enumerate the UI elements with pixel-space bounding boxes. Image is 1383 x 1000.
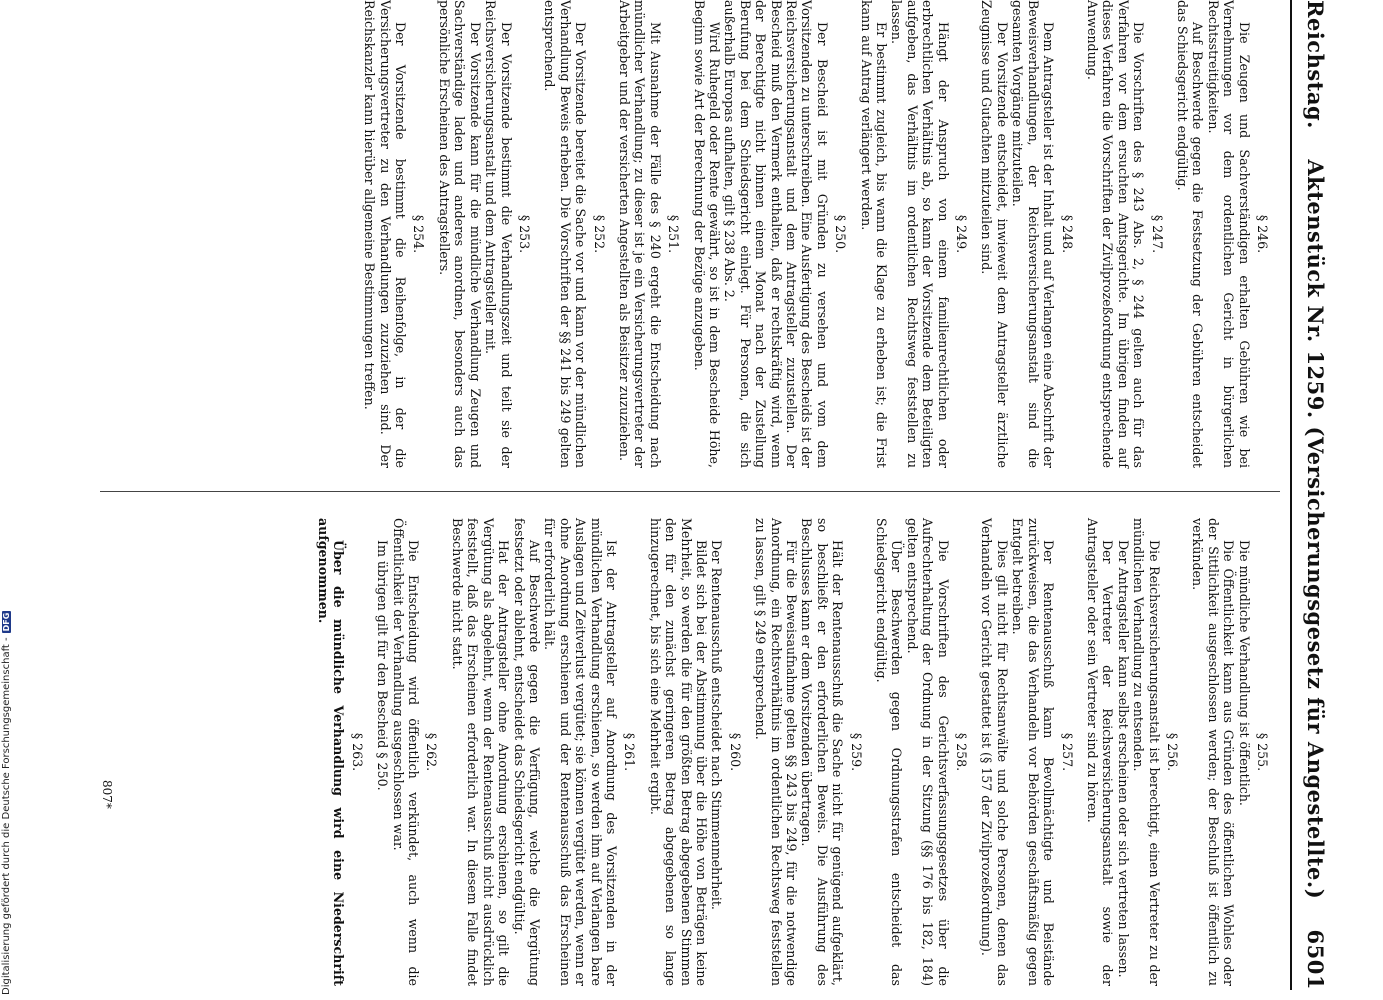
digitization-credit-text: Digitalisierung gefördert durch die Deutsche Forschungsgemeinschaft - <box>1 637 12 995</box>
paragraph: Die Öffentlichkeit kann aus Gründen des öffentlichen Wohles oder der Sittlichkeit ausgeschlossen werden; der Beschluß ist öffentlich zu verkünden. <box>1190 518 1237 986</box>
paragraph: Bildet sich bei der Abstimmung über die Höhe von Beträgen keine Mehrheit, so werden die für den größten Betrag abgegebenen Stimmen den für den zunächst geringeren Betrag abgegebenen so lange hinzugerechnet, bis sich eine Mehrheit ergibt. <box>647 518 709 986</box>
paragraph: Dies gilt nicht für Rechtsanwälte und solche Personen, denen das Verhandeln vor Gericht gestattet ist (§ 157 der Zivilprozeßordnung). <box>979 518 1010 986</box>
section-heading: § 255. <box>1255 732 1270 772</box>
paragraph: Der Vorsitzende kann für die mündliche Verhandlung Zeugen und Sachverständige laden und anderes anordnen, besonders auch das persönliche Erscheinen des Antragstellers. <box>436 0 483 468</box>
section-heading: § 246. <box>1255 214 1270 254</box>
paragraph: Der Antragsteller kann selbst erscheinen oder sich vertreten lassen. <box>1115 540 1131 978</box>
paragraph: Dem Antragsteller ist der Inhalt und auf Verlangen eine Abschrift der Beweisverhandlungen, der Reichsversicherungsanstalt sind die gesamten Vorgänge mitzuteilen. <box>1010 0 1057 468</box>
paragraph: Mit Ausnahme der Fälle des § 240 ergeht die Entscheidung nach mündlicher Verhandlung; zu dieser ist je ein Versicherungsvertreter der Arbeitgeber und der versicherten Angestellten als Beisitzer zuzuziehen. <box>616 0 663 468</box>
rotated-document <box>90 0 1336 990</box>
section-heading: § 263. <box>349 732 365 772</box>
right-column <box>316 518 1280 986</box>
section-heading: § 247. <box>1149 214 1165 254</box>
section-heading: § 253. <box>516 214 532 254</box>
paragraph: Er bestimmt zugleich, bis wann die Klage zu erheben ist; die Frist kann auf Antrag verlängert werden. <box>858 0 890 468</box>
section-heading: § 261. <box>622 732 638 772</box>
paragraph: Die Zeugen und Sachverständigen erhalten Gebühren wie bei Vernehmungen vor dem ordentlichen Gericht in bürgerlichen Rechtsstreitigkeiten. <box>1205 0 1252 468</box>
section-heading: § 252. <box>591 214 607 254</box>
paragraph: Der Rentenausschuß kann Bevollmächtigte und Beistände zurückweisen, die das Verhandeln vor Behörden geschäftsmäßig gegen Entgelt betreiben. <box>1010 518 1057 986</box>
paragraph: Für die Beweisaufnahme gelten §§ 243 bis 249, für die notwendige Anordnung, ein Rechtsverhältnis im ordentlichen Rechtsweg feststellen zu lassen, gilt § 249 entsprechend. <box>753 518 800 986</box>
column-divider <box>100 491 1280 492</box>
paragraph: Die mündliche Verhandlung ist öffentlich. <box>1236 540 1252 806</box>
paragraph: Die Vorschriften des Gerichtsverfassungsgesetzes über die Aufrechterhaltung der Ordnung in der Sitzung (§§ 176 bis 182, 184) gelten entsprechend. <box>904 518 951 986</box>
page-footer-mark: 807* <box>100 780 114 809</box>
paragraph: Der Bescheid ist mit Gründen zu versehen und vom dem Vorsitzenden zu unterschreiben. Eine Ausfertigung des Bescheids ist der Reichsversicherungsanstalt und dem Antragsteller zuzustellen. Der Bescheid muß den Vermerk enthalten, daß er rechtskräftig wird, wenn der Berechtigte nicht binnen einem Monat nach der Zustellung Berufung bei dem Schiedsgericht einlegt. Für Personen, die sich außerhalb Europas aufhalten, gilt § 238 Abs. 2. <box>722 0 830 468</box>
paragraph: Ist der Antragsteller auf Anordnung des Vorsitzenden in der mündlichen Verhandlung erschienen, so werden ihm auf Verlangen bare Auslagen und Zeitverlust vergütet; sie können vergütet werden, wenn er ohne Anordnung erschienen und der Rentenausschuß das Erscheinen für erforderlich hält. <box>542 518 619 986</box>
section-heading: § 256. <box>1164 732 1180 772</box>
header-left: Reichstag. <box>1303 0 1329 129</box>
section-heading: § 262. <box>424 732 440 772</box>
page-header <box>1296 0 1336 990</box>
paragraph: Der Rentenausschuß entscheidet nach Stimmenmehrheit. <box>709 540 725 910</box>
paragraph: Die Reichsversicherungsanstalt ist berechtigt, einen Vertreter zu der mündlichen Verhandlung zu entsenden. <box>1131 518 1162 986</box>
paragraph: Die Vorschriften des § 243 Abs. 2, § 244 gelten auch für das Verfahren vor dem ersuchten Amtsgerichte. Im übrigen finden auf dieses Verfahren die Vorschriften der Zivilprozeßordnung entsprechende Anwendung. <box>1084 0 1147 468</box>
paragraph: Hat der Antragsteller ohne Anordnung erschienen, so gilt die Vergütung als abgelehnt, wenn der Rentenausschuß nicht ausdrücklich feststellt, daß das Erscheinen erforderlich war. In diesem Falle findet Beschwerde nicht statt. <box>449 518 512 986</box>
section-heading: § 259. <box>848 732 864 772</box>
paragraph: Hängt der Anspruch von einem familienrechtlichen oder erbrechtlichen Verhältnis ab, so kann der Vorsitzende dem Beteiligten aufgeben, das Verhältnis im ordentlichen Rechtsweg feststellen zu lassen. <box>889 0 951 468</box>
digitization-sidebar <box>0 0 20 1000</box>
digitization-credit <box>1 611 12 995</box>
paragraph: Wird Ruhegeld oder Rente gewährt, so ist in dem Bescheide Höhe, Beginn sowie Art der Berechnung der Bezüge anzugeben. <box>691 0 722 468</box>
paragraph: Die Entscheidung wird öffentlich verkündet, auch wenn die Öffentlichkeit der Verhandlung ausgeschlossen war. <box>390 518 422 986</box>
header-rule <box>1290 0 1292 990</box>
section-heading: § 250. <box>833 214 849 254</box>
paragraph: Der Vorsitzende bestimmt die Reihenfolge, in der die Versicherungsvertreter zu den Verhandlungen zuzuziehen sind. Der Reichskanzler kann hierüber allgemeine Bestimmungen treffen. <box>362 0 409 468</box>
section-heading: § 254. <box>411 214 427 254</box>
paragraph: Der Vertreter der Reichsversicherungsanstalt sowie der Antragsteller oder sein Vertreter sind zu hören. <box>1084 518 1116 986</box>
section-heading: § 257. <box>1059 732 1075 772</box>
left-column <box>362 0 1280 468</box>
paragraph: Auf Beschwerde gegen die Festsetzung der Gebühren entscheidet das Schiedsgericht endgültig. <box>1174 0 1206 468</box>
paragraph: Hält der Rentenausschuß die Sache nicht für genügend aufgeklärt, so beschließt er den erforderlichen Beweis. Die Ausführung des Beschlusses kann er dem Vorsitzenden übertragen. <box>799 518 846 986</box>
dfg-logo: DFG <box>2 612 11 632</box>
paragraph: Der Vorsitzende bestimmt die Verhandlungszeit und teilt sie der Reichsversicherungsanstalt und dem Antragsteller mit. <box>483 0 514 468</box>
paragraph: Über die mündliche Verhandlung wird eine Niederschrift aufgenommen. <box>316 518 347 986</box>
page-number: 6501 <box>1303 929 1329 990</box>
paragraph: Im übrigen gilt für den Bescheid § 250. <box>375 540 391 791</box>
section-heading: § 248. <box>1059 214 1075 254</box>
section-heading: § 260. <box>727 732 743 772</box>
section-heading: § 249. <box>954 214 970 254</box>
paragraph: Der Vorsitzende bereitet die Sache vor und kann vor der mündlichen Verhandlung Beweis erheben. Die Vorschriften der §§ 241 bis 249 gelten entsprechend. <box>542 0 589 468</box>
header-title: Aktenstück Nr. 1259. (Versicherungsgesetz für Angestellte.) <box>1303 159 1329 900</box>
paragraph: Über Beschwerden gegen Ordnungsstrafen entscheidet das Schiedsgericht endgültig. <box>874 518 905 986</box>
paragraph: Auf Beschwerde gegen die Verfügung, welche die Vergütung festsetzt oder ablehnt, entscheidet das Schiedsgericht endgültig. <box>511 518 542 986</box>
section-heading: § 251. <box>666 214 682 254</box>
section-heading: § 258. <box>954 732 970 772</box>
paragraph: Der Vorsitzende entscheidet, inwieweit dem Antragsteller ärztliche Zeugnisse und Gutachten mitzuteilen sind. <box>979 0 1010 468</box>
